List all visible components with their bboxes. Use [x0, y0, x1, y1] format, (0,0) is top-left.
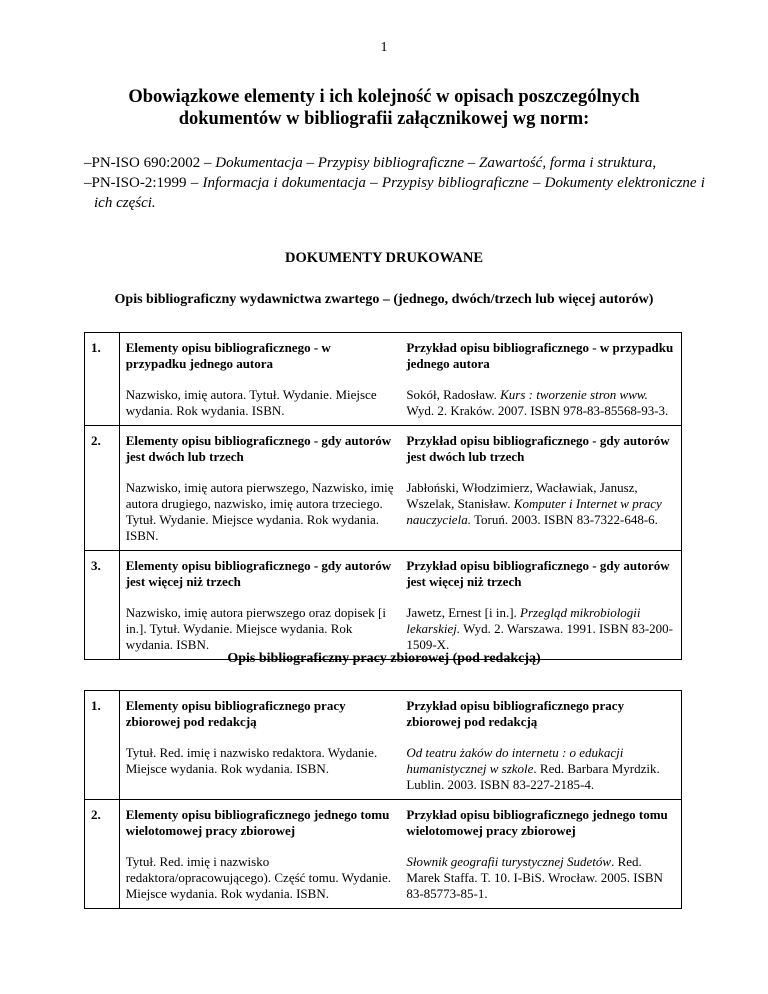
elements-cell	[119, 551, 400, 660]
elements-cell	[119, 800, 400, 909]
example-title: Przegląd mikrobiologii lekarskiej.	[406, 605, 641, 636]
norm-end: ,	[652, 155, 657, 171]
norm-item	[84, 173, 705, 213]
elements-body: Tytuł. Red. imię i nazwisko redaktora/opracowującego). Część tomu. Wydanie. Miejsce wydania. Rok wydania. ISBN.	[125, 854, 392, 901]
example-post: Wyd. 2. Kraków. 2007. ISBN 978-83-85568-93-3.	[406, 403, 669, 418]
example-cell	[400, 800, 681, 909]
example-title: Od teatru żaków do internetu : o edukacji humanistycznej w szkole	[406, 745, 624, 776]
row-number: 3.	[85, 551, 120, 660]
example-heading: Przykład opisu bibliograficznego - gdy autorów jest dwóch lub trzech	[406, 433, 670, 464]
example-post: Toruń. 2003. ISBN 83-7322-648-6.	[470, 512, 658, 527]
table-heading-normal: Opis bibliograficzny pracy zbiorowej (pod redakcją)	[227, 651, 541, 666]
example-cell	[400, 691, 681, 800]
example-title: Kurs : tworzenie stron www.	[500, 387, 648, 402]
example-heading: Przykład opisu bibliograficznego pracy zbiorowej pod redakcją	[406, 698, 625, 729]
table-row	[85, 691, 682, 800]
row-number: 1.	[85, 691, 120, 800]
example-heading: Przykład opisu bibliograficznego - w przypadku jednego autora	[406, 340, 674, 371]
norm-dash: –	[84, 155, 92, 171]
example-heading: Przykład opisu bibliograficznego jednego tomu wielotomowej pracy zbiorowej	[406, 807, 668, 838]
row-number: 2.	[85, 426, 120, 551]
example-cell	[400, 333, 681, 426]
elements-heading: Elementy opisu bibliograficznego - w przypadku jednego autora	[125, 340, 331, 371]
norm-title: Dokumentacja – Przypisy bibliograficzne – Zawartość, forma i struktura	[215, 155, 653, 171]
elements-heading: Elementy opisu bibliograficznego - gdy autorów jest dwóch lub trzech	[125, 433, 392, 464]
example-pre: Sokół, Radosław.	[406, 387, 501, 402]
table-heading-collective	[0, 651, 768, 667]
row-number: 1.	[85, 333, 120, 426]
norm-title: Informacja i dokumentacja – Przypisy bibliograficzne – Dokumenty elektroniczne i ich części.	[94, 175, 705, 211]
example-body	[406, 387, 675, 419]
example-post: . Red. Barbara Myrdzik. Lublin. 2003. ISBN 83-227-2185-4.	[406, 761, 660, 792]
title-line-2: dokumentów w bibliografii załącznikowej wg norm:	[178, 109, 590, 129]
table-row	[85, 551, 682, 660]
elements-body: Nazwisko, imię autora pierwszego, Nazwisko, imię autora drugiego, nazwisko, imię autora trzeciego. Tytuł. Wydanie. Miejsce wydania. Rok wydania. ISBN.	[125, 480, 394, 543]
example-cell	[400, 426, 681, 551]
example-body	[406, 854, 675, 902]
example-post: . Red. Marek Staffa. T. 10. I-BiS. Wrocław. 2005. ISBN 83-85773-85-1.	[406, 854, 663, 901]
row-number: 2.	[85, 800, 120, 909]
table-row	[85, 800, 682, 909]
collective-works-table	[84, 690, 682, 909]
norm-code: PN-ISO-2:1999 –	[91, 175, 203, 191]
elements-body: Nazwisko, imię autora pierwszego oraz dopisek [i in.]. Tytuł. Wydanie. Miejsce wydania. Rok wydania. ISBN.	[125, 605, 386, 652]
elements-body: Tytuł. Red. imię i nazwisko redaktora. Wydanie. Miejsce wydania. Rok wydania. ISBN.	[125, 745, 378, 776]
elements-cell	[119, 426, 400, 551]
elements-heading: Elementy opisu bibliograficznego - gdy autorów jest więcej niż trzech	[125, 558, 392, 589]
norm-code: PN-ISO 690:2002 –	[91, 155, 216, 171]
example-body	[406, 745, 675, 793]
monographs-table	[84, 332, 682, 660]
example-pre: Jabłoński, Włodzimierz, Wacławiak, Janusz, Wszelak, Stanisław.	[406, 480, 638, 511]
elements-cell	[119, 333, 400, 426]
table-heading-bold: Opis bibliograficzny wydawnictwa zwartego –	[114, 292, 394, 307]
table-row	[85, 333, 682, 426]
section-heading: DOKUMENTY DRUKOWANE	[284, 250, 484, 266]
elements-heading: Elementy opisu bibliograficznego jednego tomu wielotomowej pracy zbiorowej	[125, 807, 390, 838]
example-title: Komputer i Internet w pracy nauczyciela.	[406, 496, 662, 527]
page-number: 1	[380, 40, 388, 55]
elements-heading: Elementy opisu bibliograficznego pracy zbiorowej pod redakcją	[125, 698, 346, 729]
norm-item	[84, 153, 705, 173]
elements-body: Nazwisko, imię autora. Tytuł. Wydanie. Miejsce wydania. Rok wydania. ISBN.	[125, 387, 377, 418]
example-title: Słownik geografii turystycznej Sudetów	[406, 854, 612, 869]
example-body	[406, 480, 675, 528]
example-pre: Jawetz, Ernest [i in.].	[406, 605, 521, 620]
example-body	[406, 605, 675, 653]
title-line-1: Obowiązkowe elementy i ich kolejność w opisach poszczególnych	[128, 87, 640, 107]
norm-dash: –	[84, 175, 92, 191]
elements-cell	[119, 691, 400, 800]
table-heading-monographs	[0, 292, 768, 308]
example-cell	[400, 551, 681, 660]
table-row	[85, 426, 682, 551]
example-heading: Przykład opisu bibliograficznego - gdy autorów jest więcej niż trzech	[406, 558, 670, 589]
norms-list	[84, 153, 705, 213]
table-heading-normal: (jednego, dwóch/trzech lub więcej autorów)	[393, 292, 654, 307]
document-title	[110, 86, 658, 130]
example-post: Wyd. 2. Warszawa. 1991. ISBN 83-200-1509-X.	[406, 621, 674, 652]
